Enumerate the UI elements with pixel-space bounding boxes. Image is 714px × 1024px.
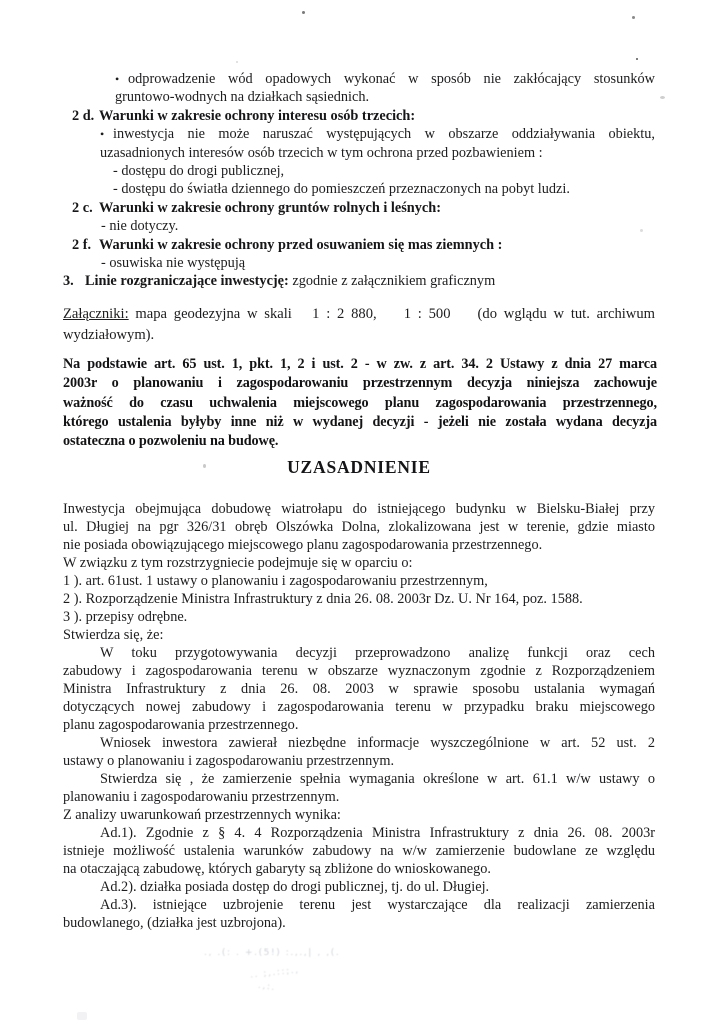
body-line: Stwierdza się , że zamierzenie spełnia wymagania określone w art. 61.1 w/w ustawy o [100, 771, 655, 787]
scan-speck [203, 464, 206, 468]
point-3-text: zgodnie z załącznikiem graficznym [288, 273, 496, 290]
condition-bullet-line: uzasadnionych interesów osób trzecich w tym ochrona przed pozbawieniem : [100, 144, 543, 161]
condition-heading [63, 107, 655, 125]
body-line: dotyczących nowej zabudowy i zagospodarowania terenu w przypadku braku miejscowego [63, 699, 655, 715]
attachments-line: wydziałowym). [63, 326, 155, 343]
bullet-icon: • [100, 127, 105, 142]
body-line: na otaczającą zabudowę, których gabaryty są zbliżone do wnioskowanego. [63, 861, 491, 877]
point-3-label: 3. [63, 273, 74, 290]
justification-body [63, 500, 655, 932]
condition-bullet-line: gruntowo-wodnych na działkach sąsiednich. [115, 89, 370, 106]
scan-speck [236, 61, 238, 63]
body-line: ustawy o planowaniu i zagospodarowaniu przestrzennym. [63, 753, 395, 769]
body-line: W toku przygotowywania decyzji przeprowadzono analizę funkcji oraz cech [100, 645, 655, 661]
conditions-list [63, 70, 655, 291]
point-3-bold: Linie rozgraniczające inwestycję: [85, 273, 289, 290]
attachments-label: Załączniki: [63, 306, 129, 322]
body-line: Stwierdza się, że: [63, 627, 164, 643]
body-line: Ad.2). działka posiada dostęp do drogi publicznej, tj. do ul. Długiej. [100, 879, 490, 895]
body-line: ul. Długiej na pgr 326/31 obręb Olszówka Dolna, zlokalizowana jest w terenie, gdzie miasto [63, 519, 655, 535]
body-line: zabudowy i zagospodarowania terenu w obszarze wyznaczonym zgodnie z Rozporządzeniem [63, 663, 655, 679]
attachments-line [63, 304, 655, 325]
condition-heading [63, 199, 655, 217]
point-3-line [63, 272, 655, 290]
condition-heading-label: 2 d. [72, 107, 95, 124]
scan-speck [77, 1012, 87, 1020]
condition-heading-text: Warunki w zakresie ochrony przed osuwaniem się mas ziemnych : [99, 236, 503, 253]
section-heading: UZASADNIENIE [287, 457, 431, 477]
condition-heading-text: Warunki w zakresie ochrony interesu osób trzecich: [99, 107, 416, 124]
body-line: planowaniu i zagospodarowaniu przestrzennym. [63, 789, 340, 805]
condition-heading-text: Warunki w zakresie ochrony gruntów rolnych i leśnych: [99, 199, 441, 216]
scan-speck [640, 229, 643, 232]
condition-bullet-line: • inwestycja nie może naruszać występujących w obszarze oddziaływania obiektu, [100, 126, 655, 143]
legal-basis-line: ostateczna o pozwoleniu na budowę. [63, 433, 279, 450]
body-line: istnieje możliwość ustalenia warunków zabudowy na w/w zamierzenie budowlane ze względu [63, 843, 655, 859]
body-line: Inwestycja obejmująca dobudowę wiatrołapu do istniejącego budynku w Bielsku-Białej przy [63, 501, 655, 517]
body-line: nie posiada obowiązującego miejscowego planu zagospodarowania przestrzennego. [63, 537, 543, 553]
body-line: Z analizy uwarunkowań przestrzennych wynika: [63, 807, 341, 823]
body-line: planu zagospodarowania przestrzennego. [63, 717, 299, 733]
condition-heading-label: 2 f. [72, 236, 92, 253]
attachments-section [63, 304, 655, 345]
condition-heading [63, 236, 655, 254]
legal-basis-line: 2003r o planowaniu i zagospodarowaniu przestrzennym decyzja niniejsza zachowuje [63, 375, 657, 392]
body-line: Ad.3). istniejące uzbrojenie terenu jest wystarczające dla realizacji zamierzenia [100, 897, 655, 913]
condition-dash-line: - nie dotyczy. [101, 218, 179, 235]
legal-basis-line: Na podstawie art. 65 ust. 1, pkt. 1, 2 i ust. 2 - w zw. z art. 34. 2 Ustawy z dnia 27 marca [63, 356, 657, 372]
body-line: Wniosek inwestora zawierał niezbędne informacje wyszczególnione w art. 52 ust. 2 [100, 735, 655, 751]
legal-basis-paragraph [63, 355, 657, 451]
legal-basis-line: którego ustalenia byłyby inne niż w wydanej decyzji - jeżeli nie została wydana decyzja [63, 413, 657, 430]
body-line: 2 ). Rozporządzenie Ministra Infrastruktury z dnia 26. 08. 2003r Dz. U. Nr 164, poz. 1588. [63, 591, 583, 607]
scan-speck [302, 11, 305, 14]
condition-dash-line: - dostępu do drogi publicznej, [113, 163, 285, 180]
body-line: Ministra Infrastruktury z dnia 26. 08. 2003 w sprawie sposobu ustalania wymagań [63, 681, 655, 697]
body-line: 1 ). art. 61ust. 1 ustawy o planowaniu i zagospodarowaniu przestrzennym, [63, 573, 488, 589]
body-line: 3 ). przepisy odrębne. [63, 609, 188, 625]
legal-basis-line: ważność do czasu uchwalenia miejscowego planu zagospodarowania przestrzennego, [63, 394, 657, 411]
body-line: budowlanego, (działka jest uzbrojona). [63, 915, 286, 931]
condition-heading-label: 2 c. [72, 199, 93, 216]
bullet-icon: • [115, 72, 120, 86]
scan-speck [636, 58, 638, 60]
body-line: Ad.1). Zgodnie z § 4. 4 Rozporządzenia Ministra Infrastruktury z dnia 26. 08. 2003r [100, 825, 655, 841]
scan-smudge: ., .(: . +.(5!) :.,.,| , ,(. [204, 948, 341, 958]
condition-dash-line: - osuwiska nie występują [101, 255, 246, 272]
body-line: W związku z tym rozstrzygniecie podejmuje się w oparciu o: [63, 555, 413, 571]
scan-smudge: .,:. [257, 980, 277, 994]
scan-speck [660, 96, 665, 99]
attachments-text: mapa geodezyjna w skali 1 : 2 880, 1 : 500 (do wglądu w tut. archiwum [128, 306, 655, 322]
scan-smudge: .. ;,.::;., [249, 965, 301, 981]
condition-dash-line: - dostępu do światła dziennego do pomieszczeń przeznaczonych na pobyt ludzi. [113, 181, 570, 198]
scan-speck [632, 16, 635, 19]
condition-bullet-line: • odprowadzenie wód opadowych wykonać w sposób nie zakłócający stosunków [115, 71, 655, 87]
